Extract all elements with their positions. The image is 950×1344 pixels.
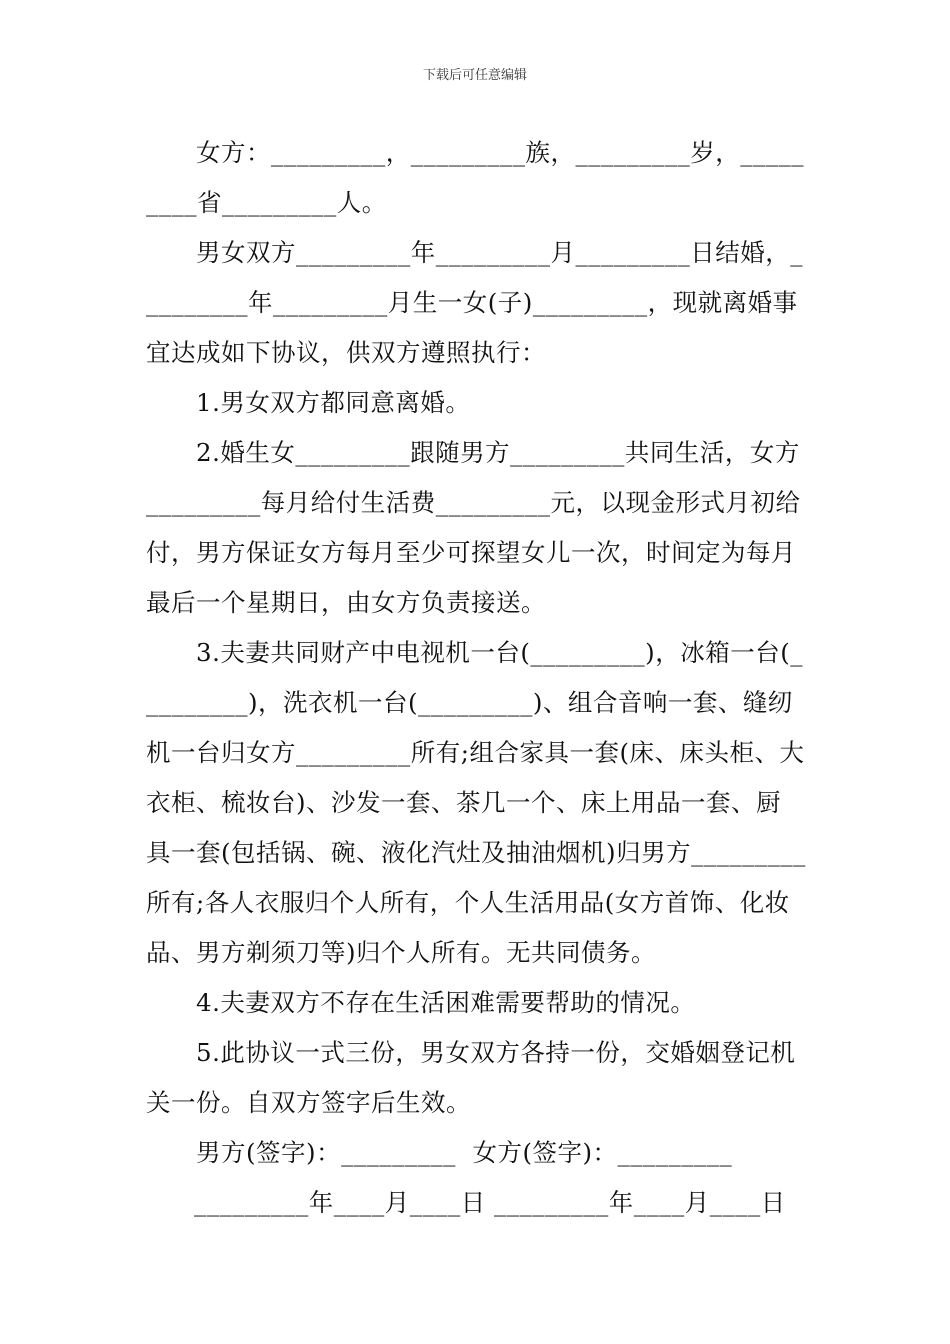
signature-line: 男方(签字)：_________ 女方(签字)：_________ — [196, 1138, 733, 1167]
clause-4: 4.夫妻双方不存在生活困难需要帮助的情况。 — [196, 988, 696, 1017]
paragraph-marriage-info: 男女双方_________年_________月_________日结婚，_________年_________月生一女(子)_________，现就离婚事宜达成如下协议，供双方遵照执行： — [146, 238, 803, 367]
signature-date-line: _________年____月____日 _________年____月____日 — [194, 1188, 786, 1217]
clause-3: 3.夫妻共同财产中电视机一台(_________)，冰箱一台(_________)，洗衣机一台(_________)、组合音响一套、缝纫机一台归女方_________所有;组合家具一套(床、床头柜、大衣柜、梳妆台)、沙发一套、茶几一个、床上用品一套、厨具一套(包括锅、碗、液化汽灶及抽油烟机)归男方_________所有;各人衣服归个人所有，个人生活用品(女方首饰、化妆品、男方剃须刀等)归个人所有。无共同债务。 — [146, 638, 806, 967]
clause-1: 1.男女双方都同意离婚。 — [196, 388, 471, 417]
download-note: 下载后可任意编辑 — [422, 68, 527, 83]
paragraph-wife-info: 女方：_________，_________族，_________岁，_________省_________人。 — [146, 138, 804, 217]
clause-2: 2.婚生女_________跟随男方_________共同生活，女方_________每月给付生活费_________元，以现金形式月初给付，男方保证女方每月至少可探望女儿一次，时间定为每月最后一个星期日，由女方负责接送。 — [146, 438, 801, 617]
clause-5: 5.此协议一式三份，男女双方各持一份，交婚姻登记机关一份。自双方签字后生效。 — [146, 1038, 796, 1117]
agreement-body — [146, 128, 806, 1228]
